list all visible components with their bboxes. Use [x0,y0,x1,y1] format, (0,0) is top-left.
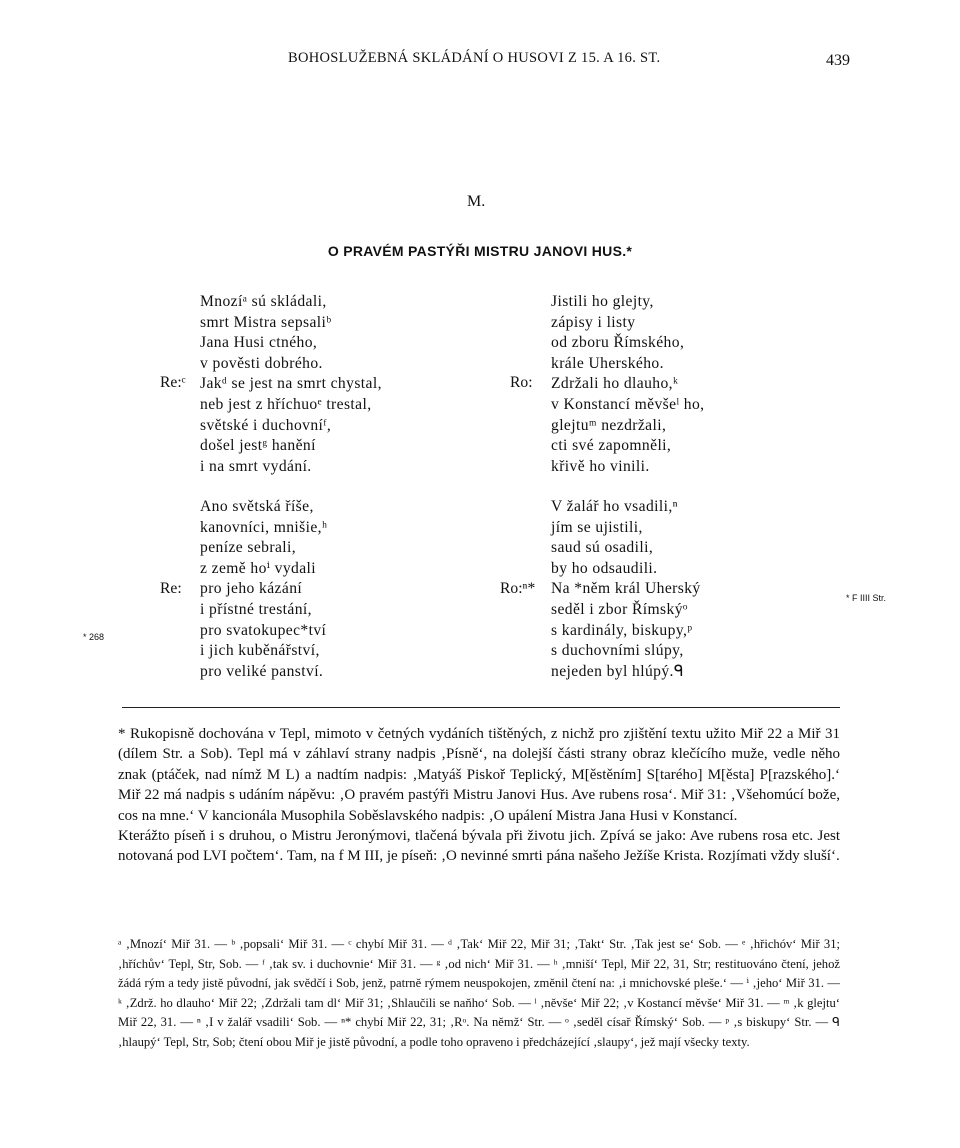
verse-line: i na smrt vydání. [200,457,312,475]
footnote-rule [122,707,840,708]
verse-line: i jich kuběnářství, [200,642,320,660]
verse-line: kanovníci, mnišie,ʰ [200,518,328,536]
margin-ref-right: * F IIII Str. [846,593,887,603]
verse-line: by ho odsaudili. [551,559,658,577]
verse-line: smrt Mistra sepsaliᵇ [200,313,332,331]
stanza-4 [551,497,701,682]
variant-notes: ᵃ ‚Mnozí‘ Miř 31. — ᵇ ‚popsali‘ Miř 31. — ᶜ chybí Miř 31. — ᵈ ‚Tak‘ Miř 22, Miř 31; ‚Takt‘ Str. ‚Tak jest se‘ Sob. — ᵉ ‚hřichóv‘ Miř 31; ‚hříchův‘ Tepl, Str, Sob. — ᶠ ‚tak sv. i duchovnie‘ Miř 31. — ᵍ ‚od nich‘ Miř 31. — ʰ ‚mniší‘ Tepl, Miř 22, 31, Str; restituováno čtení, jehož žádá rým a tedy jistě původní, jak svědčí i Sob, jenž, patrně rýmem neuspokojen, změnil čtení na: ‚i mnichovské pleše.‘ — ⁱ ‚jeho‘ Miř 31. — ᵏ ‚Zdrž. ho dlauho‘ Miř 22; ‚Zdržali tam dl‘ Miř 31; ‚Shlaučili se naňho‘ Sob. — ˡ ‚něvše‘ Miř 22; ‚v Kostancí měvše‘ Miř 31. — ᵐ ‚k glejtu‘ Miř 22, 31. — ⁿ ‚I v žalář vsadili‘ Sob. — ⁿ* chybí Miř 22, 31; ‚Rᵒ. Na němž‘ Str. — ᵒ ‚seděl císař Římský‘ Sob. — ᵖ ‚s biskupy‘ Str. — ᑫ ‚hlaupý‘ Tepl, Str, Sob; čtení obou Miř je jistě původní, a podle toho opraveno i předcházející ‚slaupy‘, jež mají všecky texty. [118,937,840,1049]
verse-line: jím se ujistili, [551,518,643,536]
verse-line: zápisy i listy [551,313,636,331]
verse-line: glejtuᵐ nezdržali, [551,416,667,434]
refrain-marker: Re:ᶜ [160,374,186,391]
footnote-variants [118,935,840,1053]
footnote-paragraph: * Rukopisně dochována v Tepl, mimoto v četných vydáních tištěných, z nichž pro zjištění textu užito Miř 22 a Miř 31 (dílem Str. a Sob). Tepl má v záhlaví strany nadpis ‚Písně‘, na dolejší části strany obraz klečícího muže, vedle něho znak (ptáček, nad nímž M L) a nadtím nadpis: ‚Matyáš Piskoř Teplický, M[ěstěním] S[tarého] M[ěsta] P[razského].‘ Miř 22 má nadpis s udáním nápěvu: ‚O pravém pastýři Mistru Janovi Hus. Ave rubens rosa‘. Miř 31: ‚Všehomúcí bože, cos na mne.‘ V kancionála Musophila Soběslavského nadpis: ‚O upálení Mistra Jana Husi v Konstancí. [118,726,840,824]
section-letter: M. [467,193,486,210]
verse-line: peníze sebrali, [200,539,297,557]
verse-line: neb jest z hříchuoᵉ trestal, [200,395,372,413]
verse-line: Ano světská říše, [200,498,314,515]
stanza-2 [551,292,704,477]
verse-line: cti své zapomněli, [551,437,672,455]
verse-line: z země hoⁱ vydali [200,559,317,577]
verse-line: nejeden byl hlúpý.ᑫ [551,662,685,680]
verse-line: Na *něm král Uherský [551,580,701,598]
footnote-main [118,724,840,867]
margin-ref-left: * 268 [83,632,105,642]
verse-line: Jakᵈ se jest na smrt chystal, [200,375,382,393]
verse-line: pro jeho kázání [200,580,303,598]
verse-line: Zdržali ho dlauho,ᵏ [551,375,679,393]
verse-line: s kardinály, biskupy,ᵖ [551,621,693,639]
refrain-marker: Ro:ⁿ* [500,580,536,597]
verse-line: Jistili ho glejty, [551,293,654,310]
verse-line: světské i duchovníᶠ, [200,416,332,434]
verse-line: došel jestᵍ hanění [200,437,316,455]
verse-line: i přístné trestání, [200,600,312,618]
verse-line: v Konstancí měvšeˡ ho, [551,395,705,413]
verse-line: seděl i zbor Římskýᵒ [551,600,688,618]
poem-title: O PRAVÉM PASTÝŘI MISTRU JANOVI HUS.* [327,243,633,259]
verse-line: krále Uherského. [551,354,664,372]
refrain-marker: Ro: [510,374,533,391]
verse-line: od zboru Římského, [551,334,685,352]
refrain-marker: Re: [160,580,182,597]
stanza-1 [200,292,382,477]
verse-line: s duchovními slúpy, [551,642,684,660]
verse-line: Mnozíᵃ sú skládali, [200,293,327,310]
running-header: BOHOSLUŽEBNÁ SKLÁDÁNÍ O HUSOVI Z 15. A 16. ST. [288,50,661,66]
verse-line: v pověsti dobrého. [200,354,323,372]
verse-line: Jana Husi ctného, [200,334,318,352]
verse-line: pro veliké panství. [200,662,324,680]
verse-line: křivě ho vinili. [551,457,650,475]
page-number: 439 [826,52,850,69]
stanza-3 [200,497,327,682]
footnote-paragraph: Kterážto píseň i s druhou, o Mistru Jeronýmovi, tlačená bývala při životu jich. Zpívá se jako: Ave rubens rosa etc. Jest notovaná pod LVI počtem‘. Tam, na f M III, je píseň: ‚O nevinné smrti pána našeho Ježíše Krista. Rozjímati vždy sluší‘. [118,828,840,865]
verse-line: saud sú osadili, [551,539,654,557]
verse-line: V žalář ho vsadili,ⁿ [551,498,678,515]
verse-line: pro svatokupec*tví [200,621,327,639]
